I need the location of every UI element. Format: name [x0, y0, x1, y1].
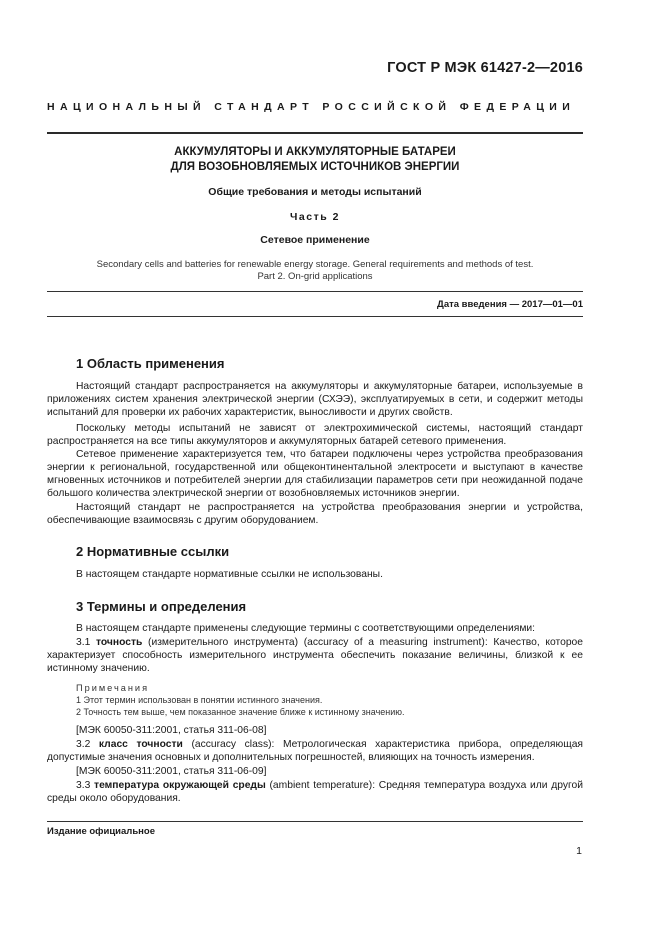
section-1-heading: 1 Область применения [76, 356, 225, 371]
term-definition: (ambient temperature): Средняя температура воздуха или другой среды около оборудования. [47, 780, 583, 805]
term-name: точность [95, 637, 143, 648]
national-standard-banner: НАЦИОНАЛЬНЫЙ СТАНДАРТ РОССИЙСКОЙ ФЕДЕРАЦИИ [47, 101, 576, 113]
section-2-text: В настоящем стандарте нормативные ссылки не использованы. [76, 569, 383, 580]
section-1-paragraph-3 [47, 448, 583, 500]
english-title-line-2: Part 2. On-grid applications [257, 271, 373, 282]
section-2-heading: 2 Нормативные ссылки [76, 544, 230, 559]
title-subtitle: Общие требования и методы испытаний [208, 186, 422, 198]
term-name: температура окружающей среды [94, 780, 266, 791]
document-number: ГОСТ Р МЭК 61427-2—2016 [387, 60, 583, 76]
paragraph-text: Настоящий стандарт не распространяется на устройства преобразования энергии и устройства, обеспечивающие взаимосвязь с другим оборудованием. [47, 502, 583, 527]
notes-title: Примечания [76, 683, 150, 693]
page-number: 1 [576, 845, 582, 857]
note-2: 2 Точность тем выше, чем показанное значение ближе к истинному значению. [76, 707, 405, 717]
section-1-paragraph-2 [47, 422, 583, 448]
term-number: 3.3 [76, 780, 91, 791]
term-number: 3.1 [76, 637, 91, 648]
footer-divider [47, 821, 583, 822]
title-line-1: АККУМУЛЯТОРЫ И АККУМУЛЯТОРНЫЕ БАТАРЕИ [174, 146, 456, 158]
section-3-heading: 3 Термины и определения [76, 599, 247, 614]
part-name: Сетевое применение [260, 234, 370, 246]
term-name: класс точности [98, 739, 183, 750]
term-definition: (измерительного инструмента) (accuracy of a measuring instrument): Качество, которое характеризует способность измерительного инструмента обеспечить показание величины, близкой к ее истинному значению. [47, 637, 583, 675]
part-label: Часть 2 [290, 211, 340, 223]
section-1-paragraph-4 [47, 501, 583, 527]
term-definition: (accuracy class): Метрологическая характеристика прибора, определяющая допустимые значения основных и дополнительных погрешностей, влияющих на точность измерения. [47, 739, 583, 764]
paragraph-text: Сетевое применение характеризуется тем, что батареи подключены через устройства преобразования энергии к региональной, государственной или общеконтинентальной электросети и выступают в качестве мгновенных источников и потребителей энергии для стабилизации параметров сети при неожиданной подаче большого количества электрической энергии от возобновляемых источников энергии. [47, 449, 583, 500]
note-1: 1 Этот термин использован в понятии истинного значения. [76, 695, 323, 705]
reference-1: [МЭК 60050-311:2001, статья 311-06-08] [76, 725, 267, 736]
english-title-line-1: Secondary cells and batteries for renewable energy storage. General requirements and methods of test. [96, 259, 534, 270]
section-3-intro: В настоящем стандарте применены следующие термины с соответствующими определениями: [76, 623, 536, 634]
effective-date: Дата введения — 2017—01—01 [437, 299, 583, 310]
paragraph-text: Настоящий стандарт распространяется на аккумуляторы и аккумуляторные батареи, используемые в приложениях систем хранения электрической энергии (СХЭЭ), эксплуатируемых в сети, и содержит методы испытаний для проверки их рабочих характеристик, выносливости и других свойств. [47, 381, 583, 419]
section-1-paragraph-1 [47, 380, 583, 419]
title-line-2: ДЛЯ ВОЗОБНОВЛЯЕМЫХ ИСТОЧНИКОВ ЭНЕРГИИ [170, 161, 460, 173]
official-edition-label: Издание официальное [47, 826, 155, 837]
date-divider-bottom [47, 316, 583, 317]
date-divider-top [47, 291, 583, 292]
term-3-2 [47, 738, 583, 764]
reference-2: [МЭК 60050-311:2001, статья 311-06-09] [76, 766, 267, 777]
term-3-1 [47, 636, 583, 675]
term-3-3 [47, 779, 583, 805]
term-number: 3.2 [76, 739, 91, 750]
header-divider [47, 132, 583, 134]
paragraph-text: Поскольку методы испытаний не зависят от электрохимической системы, настоящий стандарт распространяется на все типы аккумуляторов и аккумуляторных батарей сетевого применения. [47, 423, 583, 448]
